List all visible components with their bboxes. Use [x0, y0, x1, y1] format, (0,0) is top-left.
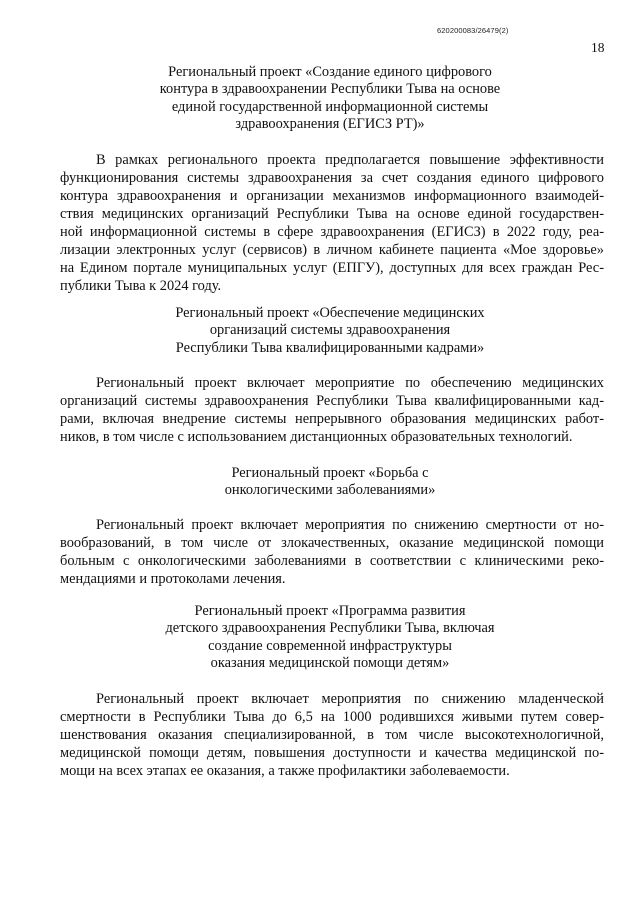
body-line: больным с онкологическими заболеваниями в соответствии с клиническими реко-: [60, 553, 604, 569]
body-line: Региональный проект включает мероприятия по снижению младенческой: [96, 691, 604, 707]
body-line: организаций системы здравоохранения Республики Тыва квалифицированными кад-: [60, 393, 604, 409]
title-line: здравоохранения (ЕГИСЗ РТ)»: [235, 116, 425, 133]
body-line: ников, в том числе с использованием дистанционных образовательных технологий.: [60, 429, 573, 445]
title-line: оказания медицинской помощи детям»: [210, 655, 450, 672]
section-title-egisz: [60, 64, 600, 134]
body-line: медицинской помощи детям, повышения доступности и качества медицинской по-: [60, 745, 604, 761]
body-line: лизации электронных услуг (сервисов) в личном кабинете пациента «Мое здоровье»: [60, 242, 604, 258]
section-body-oncology: [60, 516, 604, 588]
body-line: мощи на всех этапах ее оказания, а также профилактики заболеваемости.: [60, 763, 510, 779]
section-body-staffing: [60, 374, 604, 446]
title-line: создание современной инфраструктуры: [208, 637, 452, 654]
document-id: 620200083/26479(2): [437, 26, 509, 35]
title-line: Региональный проект «Программа развития: [194, 603, 466, 619]
body-line: публики Тыва к 2024 году.: [60, 278, 222, 294]
body-line: мендациями и протоколами лечения.: [60, 571, 286, 587]
title-line: онкологическими заболеваниями»: [224, 482, 436, 499]
title-line: Региональный проект «Борьба с: [231, 465, 429, 481]
title-line: единой государственной информационной системы: [171, 98, 489, 115]
body-line: ствия медицинских организаций Республики Тыва на основе единой государствен-: [60, 206, 604, 222]
section-title-child-health: [60, 603, 600, 673]
body-line: смертности в Республики Тыва до 6,5 на 1000 родившихся живыми путем совер-: [60, 709, 604, 725]
body-line: рами, включая внедрение системы непрерывного образования медицинских работ-: [60, 411, 604, 427]
body-line: функционирования системы здравоохранения за счет создания единого цифрового: [60, 170, 604, 186]
section-body-child-health: [60, 690, 604, 780]
body-line: Региональный проект включает мероприятия по снижению смертности от но-: [96, 517, 604, 533]
body-line: на Едином портале муниципальных услуг (ЕПГУ), доступных для всех граждан Рес-: [60, 260, 604, 276]
body-line: вообразований, в том числе от злокачественных, оказание медицинской помощи: [60, 535, 604, 551]
section-title-oncology: [60, 465, 600, 500]
title-line: контура в здравоохранении Республики Тыва на основе: [159, 81, 501, 98]
section-title-staffing: [60, 305, 600, 357]
body-line: контура здравоохранения и организации механизмов информационного взаимодей-: [60, 188, 604, 204]
body-line: шенствования оказания специализированной, в том числе высокотехнологичной,: [60, 727, 604, 743]
section-body-egisz: [60, 151, 604, 295]
title-line: Региональный проект «Создание единого цифрового: [168, 64, 492, 80]
page-number: 18: [591, 40, 605, 55]
title-line: Региональный проект «Обеспечение медицинских: [175, 305, 485, 321]
body-line: В рамках регионального проекта предполагается повышение эффективности: [96, 152, 604, 168]
title-line: детского здравоохранения Республики Тыва, включая: [165, 620, 495, 637]
body-line: ной информационной системы в сфере здравоохранения (ЕГИСЗ) в 2022 году, реа-: [60, 224, 604, 240]
title-line: Республики Тыва квалифицированными кадрами»: [175, 339, 485, 356]
title-line: организаций системы здравоохранения: [209, 322, 451, 339]
body-line: Региональный проект включает мероприятие по обеспечению медицинских: [96, 375, 604, 391]
